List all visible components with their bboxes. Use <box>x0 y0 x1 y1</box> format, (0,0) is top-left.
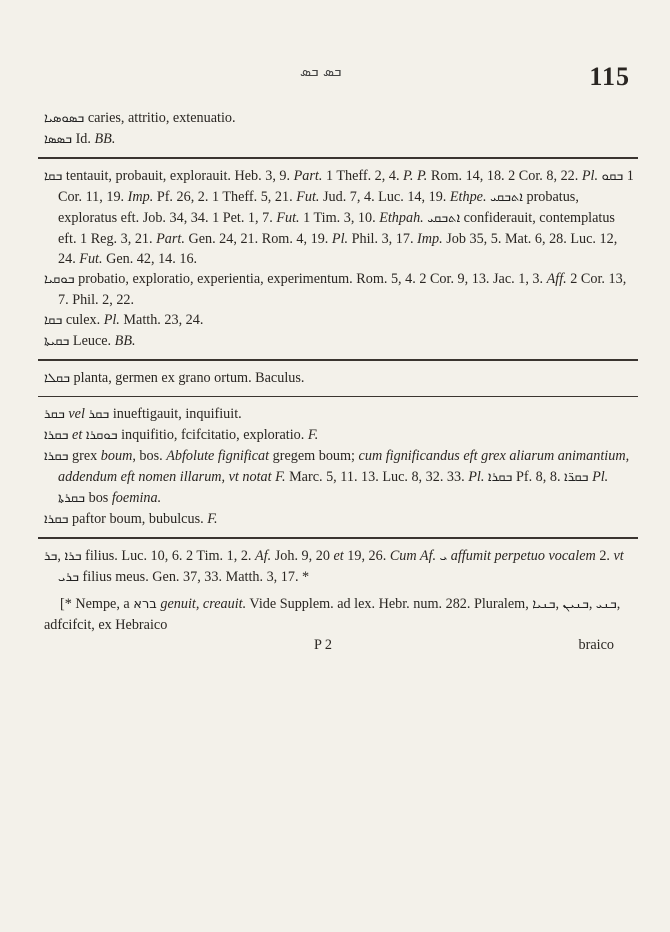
page-number: 115 <box>589 62 630 91</box>
headword: ܒܩܪܐ <box>44 449 69 464</box>
reference: 2 Cor. 13, 7. Phil. 2, 22. <box>58 271 627 308</box>
gram-label: Aff. <box>546 271 567 287</box>
catchword: braico <box>578 637 614 653</box>
source-abbrev: BB. <box>94 131 116 147</box>
reference: Pf. 26, 2. 1 Theff. 5, 21. <box>153 189 297 205</box>
conjunction: et <box>333 548 344 564</box>
definition: culex. <box>62 312 104 328</box>
conjunction: vt <box>613 548 624 564</box>
conjunction: et <box>72 427 83 443</box>
running-head-syriac: ܒܣ ܒܣ <box>300 64 342 80</box>
syriac-form: ܒܪܝ <box>58 570 79 585</box>
definition: bos <box>85 490 112 506</box>
definition: probatio, exploratio, experientia, experimentum. Rom. 5, 4. 2 Cor. 9, 13. Jac. 1, 3. <box>74 271 547 287</box>
headword: ܒܣܣܐ <box>44 132 73 147</box>
source-abbrev: F. <box>207 511 218 527</box>
gram-label: Imp. <box>417 231 443 247</box>
headword: ܒܣܘܣܝܐ <box>44 111 85 126</box>
definition: filius meus. Gen. 37, 33. Matth. 3, 17. * <box>79 569 310 585</box>
headword: ܒܩܝܬܐ <box>44 334 70 349</box>
gram-label: Pl. <box>331 231 349 247</box>
hebrew-word: ברא <box>133 597 157 612</box>
gram-label: Ethpe. <box>449 189 487 205</box>
gram-label: Pl. <box>592 469 609 485</box>
gloss: Abfolute fignificat <box>166 448 270 464</box>
reference: Joh. 9, 20 <box>271 548 334 564</box>
gram-label: Pl. <box>581 168 599 184</box>
entry-inueftigauit <box>44 404 634 425</box>
syriac-form: ܒܢܝܢ <box>562 597 589 612</box>
gram-label: Fut. <box>296 189 320 205</box>
reference: Phil. 3, 17. <box>348 231 418 247</box>
syriac-form: ܒܩܪܬܐ <box>58 491 86 506</box>
section-rule <box>38 157 638 159</box>
syriac-form: ܒܩܪܐ <box>487 470 513 485</box>
entry-tentauit <box>44 166 634 269</box>
entry-leuce <box>44 331 634 352</box>
gram-label: Part. <box>156 231 185 247</box>
syriac-form: ܐܬܒܩܝ <box>490 190 523 205</box>
headword: ܒܘܩܝܐ <box>44 272 75 287</box>
source-abbrev: BB. <box>114 333 136 349</box>
definition: confiderauit, contemplatus eft. 1 Reg. 3, 21. <box>58 210 615 247</box>
gloss: cum fignificandus eft grex aliarum animantium, addendum eft nomen illarum, vt notat <box>58 448 630 485</box>
syriac-form: ܒܢܝ <box>595 597 617 612</box>
gloss: genuit, creauit. <box>160 596 247 612</box>
reference: Gen. 24, 21. Rom. 4, 19. <box>184 231 332 247</box>
running-head <box>0 62 670 92</box>
definition: gregem boum; <box>269 448 359 464</box>
page-body <box>44 108 634 655</box>
section-rule <box>38 537 638 539</box>
reference: Pf. 8, 8. <box>512 469 565 485</box>
page-footer <box>44 635 634 655</box>
definition: Id. <box>75 131 95 147</box>
definition: grex <box>68 448 101 464</box>
gram-label: Fut. <box>79 251 103 267</box>
gloss: foemina. <box>111 490 162 506</box>
definition: tentauit, probauit, explorauit. Heb. 3, 9. <box>65 168 294 184</box>
reference: 1 Theff. 2, 4. <box>322 168 404 184</box>
section-rule <box>38 359 638 361</box>
gram-label: Imp. <box>127 189 154 205</box>
gram-label: Pl. <box>103 312 120 328</box>
headword: ܒܩܠܐ <box>44 371 70 386</box>
reference: 2. <box>595 548 614 564</box>
definition: planta, germen ex grano ortum. Baculus. <box>70 370 305 386</box>
definition: probatus, exploratus eft. Job. 34, 34. 1 Pet. 1, 7. <box>58 189 579 226</box>
entry-filius: ܒܪ, ܒܪܐ filius. Luc. 10, 6. 2 Tim. 1, 2. Af. Joh. 9, 20 et 19, 26. Cum Af. ܝ affumit perpetuo vocalem 2. vt ܒܪܝ filius meus. Gen. 37, 33. Matth. 3, 17. * <box>44 548 624 585</box>
headword: ܒܩܐ <box>44 169 63 184</box>
gram-label: P. P. <box>403 168 428 184</box>
definition: Leuce. <box>69 333 115 349</box>
headword: ܒܩܪ <box>44 407 65 422</box>
entry-id <box>44 129 634 150</box>
signature-mark: P 2 <box>314 637 333 653</box>
reference: Rom. 14, 18. 2 Cor. 8, 22. <box>427 168 582 184</box>
syriac-form: ܒܩܘ <box>601 169 624 184</box>
gram-label: Af. <box>255 548 272 564</box>
definition: inueftigauit, inquifiuit. <box>109 406 242 422</box>
gram-label: Fut. <box>276 210 300 226</box>
entry-grex <box>44 446 634 509</box>
reference: 1 Cor. 11, 19. <box>58 168 634 205</box>
reference: Jud. 7, 4. Luc. 14, 19. <box>319 189 450 205</box>
gram-label: Part. <box>293 168 323 184</box>
syriac-form: ܒܘܩܪܐ <box>85 428 118 443</box>
footnote-text: Vide Supplem. ad lex. Hebr. num. 282. Pluralem, <box>246 596 533 612</box>
syriac-form: ܒܪܐ <box>64 549 82 564</box>
entry-planta <box>44 368 634 389</box>
definition: inquifitio, fcifcitatio, exploratio. <box>117 427 308 443</box>
syriac-form: ܒܢܝܐ <box>532 597 556 612</box>
gram-label: Cum Af. <box>389 548 437 564</box>
syriac-form: ܐܬܒܩܝ <box>427 211 461 226</box>
entry-inquifitio <box>44 425 634 446</box>
reference: Gen. 42, 14. 16. <box>102 251 198 267</box>
gloss: boum <box>100 448 133 464</box>
reference: Matth. 23, 24. <box>119 312 204 328</box>
syriac-form: ܝ <box>439 549 448 564</box>
entry-caries <box>44 108 634 129</box>
conjunction: vel <box>68 406 85 422</box>
headword: ܒܪ <box>44 549 58 564</box>
gram-label: Pl. <box>468 469 485 485</box>
footnote-text: [* Nempe, a <box>60 596 134 612</box>
section-rule <box>38 396 638 397</box>
definition: , bos. <box>132 448 167 464</box>
footnote-text: adfcifcit, ex Hebraico <box>44 617 168 633</box>
reference: Job 35, 5. Mat. 6, 28. Luc. 12, 24. <box>58 231 618 267</box>
reference: 19, 26. <box>343 548 390 564</box>
reference: Marc. 5, 11. 13. Luc. 8, 32. 33. <box>285 469 469 485</box>
reference: 1 Tim. 3, 10. <box>299 210 380 226</box>
definition: paftor boum, bubulcus. <box>68 511 208 527</box>
gloss: affumit perpetuo vocalem <box>450 548 596 564</box>
headword: ܒܩܪܐ <box>44 428 69 443</box>
headword: ܒܩܪܐ <box>44 512 69 527</box>
headword: ܒܩܐ <box>44 313 63 328</box>
entry-probatio <box>44 269 634 310</box>
gram-label: Ethpah. <box>379 210 424 226</box>
definition: caries, attritio, extenuatio. <box>87 110 236 126</box>
syriac-form: ܒܩܪ <box>88 407 110 422</box>
definition: filius. Luc. 10, 6. 2 Tim. 1, 2. <box>81 548 256 564</box>
footnote: [* Nempe, a ברא genuit, creauit. Vide Supplem. ad lex. Hebr. num. 282. Pluralem, ܒܢܝܐ, ܒܢܝܢ, ܒܢܝ, adfcifcit, ex Hebraico <box>44 596 621 633</box>
entry-paftor <box>44 509 634 530</box>
source-abbrev: F. <box>275 469 286 485</box>
source-abbrev: F. <box>307 427 319 443</box>
syriac-form: ܒܩܪ̈ܐ <box>564 470 589 485</box>
entry-culex <box>44 310 634 331</box>
